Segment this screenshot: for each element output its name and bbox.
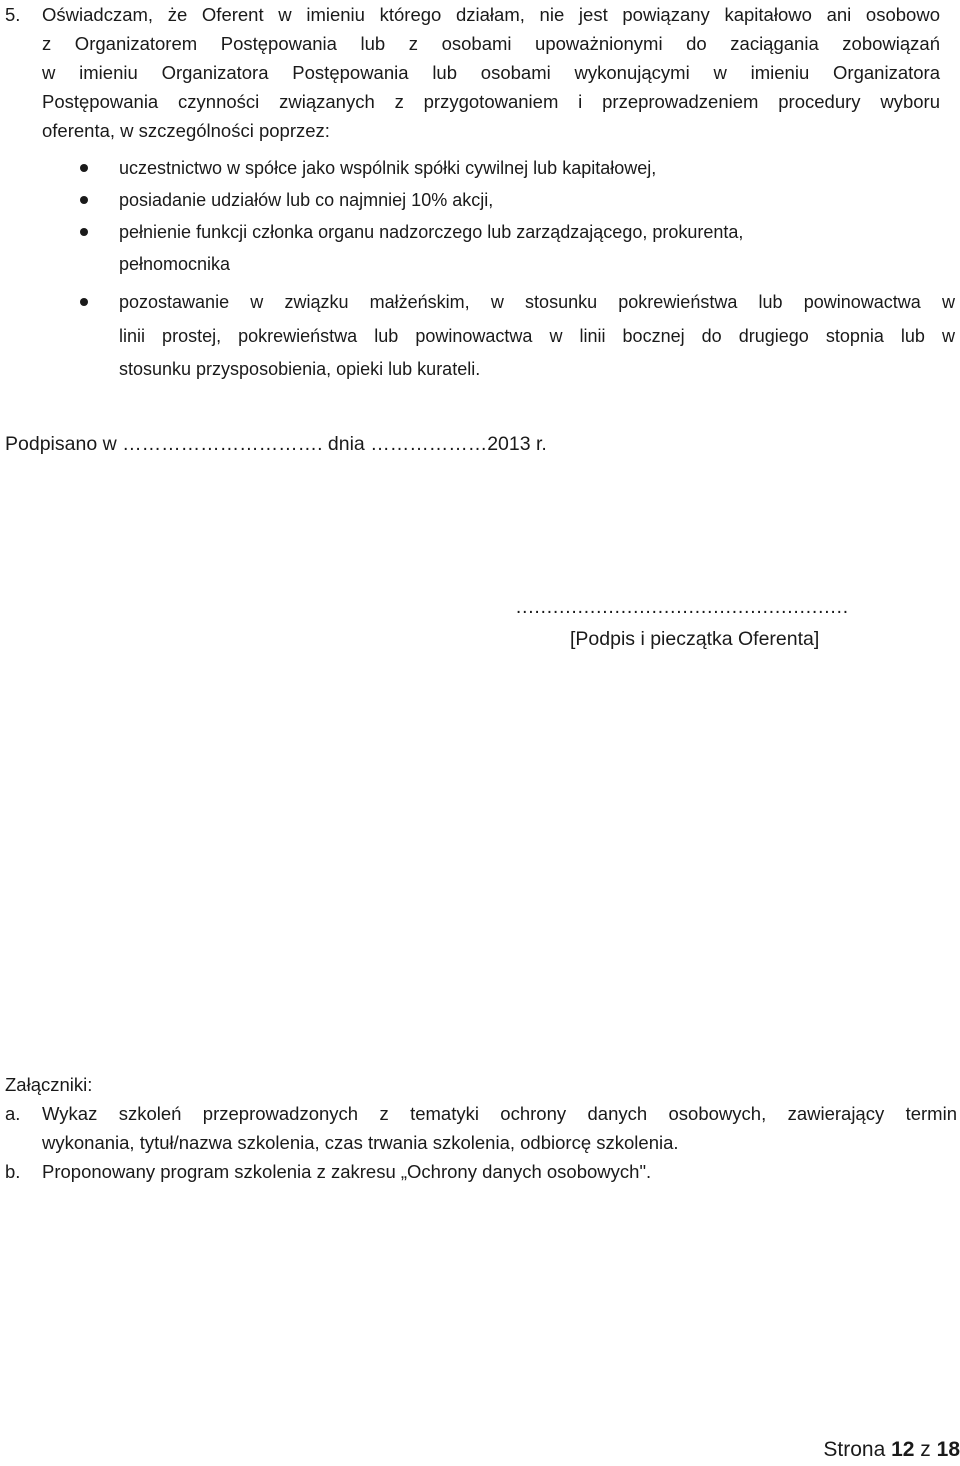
- bullet-dot-icon: [80, 196, 88, 204]
- attachment-line: Wykaz szkoleń przeprowadzonych z tematyki ochrony danych osobowych, zawierający termin: [42, 1103, 957, 1124]
- attachment-item: [5, 1099, 957, 1157]
- bullet-line: linii prostej, pokrewieństwa lub powinowactwa w linii bocznej do drugiego stopnia lub w: [119, 325, 955, 346]
- attachment-marker: b.: [5, 1161, 21, 1182]
- bullet-line: pełnienie funkcji członka organu nadzorczego lub zarządzającego, prokurenta,: [119, 222, 744, 242]
- footer-total-pages: 18: [936, 1438, 960, 1461]
- bullet-text: uczestnictwo w spółce jako wspólnik spółki cywilnej lub kapitałowej,: [119, 158, 657, 178]
- attachments-title: Załączniki:: [5, 1074, 93, 1095]
- signature-block: [510, 592, 910, 654]
- bullet-line: stosunku przysposobienia, opieki lub kurateli.: [119, 359, 481, 379]
- footer-page-number: 12: [891, 1438, 915, 1461]
- point-5-line: Postępowania czynności związanych z przygotowaniem i przeprowadzeniem procedury wyboru: [42, 91, 940, 112]
- attachments-section: [5, 1070, 957, 1186]
- bullet-dot-icon: [80, 164, 88, 172]
- bullet-dot-icon: [80, 228, 88, 236]
- footer-of: z: [920, 1438, 931, 1461]
- bullet-line: pełnomocnika: [119, 254, 231, 274]
- bullet-item: [80, 184, 955, 216]
- signed-place-date: Podpisano w …………………………. dnia ………………2013 r.: [5, 433, 547, 455]
- point-5-line: z Organizatorem Postępowania lub z osobami upoważnionymi do zaciągania zobowiązań: [42, 33, 940, 54]
- signature-caption: [Podpis i pieczątka Oferenta]: [570, 628, 820, 650]
- bullet-line: pozostawanie w związku małżeńskim, w stosunku pokrewieństwa lub powinowactwa w: [119, 292, 955, 312]
- page-footer: [823, 1437, 960, 1463]
- bullet-item: [80, 152, 955, 184]
- bullet-item: [80, 216, 955, 280]
- point-5-line: w imieniu Organizatora Postępowania lub osobami wykonującymi w imieniu Organizatora: [42, 62, 940, 83]
- bullet-dot-icon: [80, 298, 88, 306]
- footer-prefix: Strona: [823, 1438, 886, 1461]
- attachment-line: wykonania, tytuł/nazwa szkolenia, czas trwania szkolenia, odbiorcę szkolenia.: [42, 1132, 679, 1153]
- point-5-line: Oświadczam, że Oferent w imieniu którego działam, nie jest powiązany kapitałowo ani osobowo: [42, 4, 940, 25]
- point-5-text: [42, 0, 940, 145]
- attachment-line: Proponowany program szkolenia z zakresu „Ochrony danych osobowych".: [42, 1161, 652, 1182]
- bullet-text: [119, 216, 955, 280]
- bullet-list: [80, 152, 955, 387]
- point-5-line: oferenta, w szczególności poprzez:: [42, 120, 330, 141]
- point-number: 5.: [5, 4, 21, 25]
- bullet-item: [80, 286, 955, 387]
- statement-point-5: [5, 0, 940, 145]
- bullet-text: posiadanie udziałów lub co najmniej 10% akcji,: [119, 190, 494, 210]
- attachment-marker: a.: [5, 1103, 21, 1124]
- attachment-item: [5, 1157, 957, 1186]
- signature-line: ………………………………………………: [515, 596, 848, 618]
- bullet-text: [119, 286, 955, 387]
